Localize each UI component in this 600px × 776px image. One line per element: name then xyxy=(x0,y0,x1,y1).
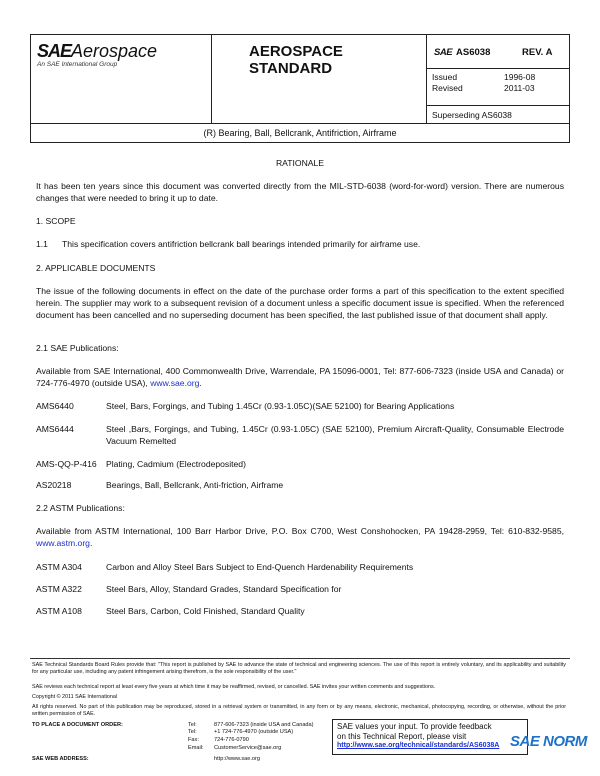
ref-desc-ams-qq-p-416: Plating, Cadmium (Electrodeposited) xyxy=(106,459,246,469)
doc-prefix: SAE xyxy=(434,47,453,58)
review-text: SAE reviews each technical report at least every five years at which time it may be reaffirmed, revised, or cancelled. SAE invites your written comments and suggestions. xyxy=(32,684,436,690)
tel-label: Tel: xyxy=(188,722,197,728)
sae-norm-watermark: SAE NORM xyxy=(510,733,587,750)
rationale-text: It has been ten years since this document was converted directly from the MIL-STD-6038 (word-for-word) version. There are numerous changes that were needed to bring it up to date. xyxy=(36,181,564,203)
ref-desc-astm-a322: Steel Bars, Alloy, Standard Grades, Standard Specification for xyxy=(106,584,342,594)
document-header xyxy=(30,34,570,124)
scope-para-number: 1.1 xyxy=(36,239,48,249)
ref-desc-ams6444: Steel ,Bars, Forgings, and Tubing, 1.45Cr (0.93-1.05C) (SAE 52100), Premium Aircraft-Quality, Consumable Electrode Vacuum Remelted xyxy=(106,424,564,446)
astm-website-link[interactable]: www.astm.org xyxy=(36,538,90,548)
astm-availability-text xyxy=(36,525,564,549)
copyright-text: Copyright © 2011 SAE International xyxy=(32,694,118,700)
fax-value: 724-776-0790 xyxy=(214,737,249,743)
tel2-value: +1 724-776-4970 (outside USA) xyxy=(214,729,294,735)
title-line-2: STANDARD xyxy=(249,60,333,77)
scope-para-text: This specification covers antifriction bellcrank ball bearings intended primarily for airframe use. xyxy=(62,239,421,249)
revised-value: 2011-03 xyxy=(504,83,535,93)
footer-divider xyxy=(30,658,570,659)
sae-publications-heading: 2.1 SAE Publications: xyxy=(36,343,119,353)
document-type-title xyxy=(249,43,343,77)
web-address-value[interactable]: http://www.sae.org xyxy=(214,756,261,762)
logo-cell xyxy=(31,35,212,124)
board-rules-text: SAE Technical Standards Board Rules provide that: "This report is published by SAE to advance the state of technical and engineering sciences. The use of this report is entirely voluntary, and its applicability and suitability for any particular use, including any patent infringement arising therefrom, is the sole responsibility of the user." xyxy=(32,662,566,675)
document-info-cell xyxy=(426,35,570,124)
email-value[interactable]: CustomerService@sae.org xyxy=(214,745,282,751)
ref-code-ams6444: AMS6444 xyxy=(36,424,74,434)
logo-brand: SAE xyxy=(37,41,72,61)
rights-text: All rights reserved. No part of this publication may be reproduced, stored in a retrieval system or transmitted, in any form or by any means, electronic, mechanical, photocopying, recording, or otherwise, without the prior written permission of SAE. xyxy=(32,704,566,717)
order-label: TO PLACE A DOCUMENT ORDER: xyxy=(32,722,123,728)
document-subject: (R) Bearing, Ball, Bellcrank, Antifriction, Airframe xyxy=(30,123,570,143)
sae-availability-end: . xyxy=(199,378,202,388)
fax-label: Fax: xyxy=(188,737,199,743)
doc-number-value: AS6038 xyxy=(456,47,491,58)
logo-subtitle: An SAE International Group xyxy=(37,61,118,68)
web-address-label: SAE WEB ADDRESS: xyxy=(32,756,89,762)
ref-code-as20218: AS20218 xyxy=(36,480,72,490)
title-cell xyxy=(211,35,427,124)
revision-label: REV. A xyxy=(522,47,553,58)
sae-availability-text xyxy=(36,365,564,389)
email-label: Email: xyxy=(188,745,204,751)
document-number-row xyxy=(426,35,570,69)
applicable-docs-heading: 2. APPLICABLE DOCUMENTS xyxy=(36,263,156,273)
ref-code-astm-a322: ASTM A322 xyxy=(36,584,82,594)
document-number xyxy=(434,47,490,58)
logo-product: Aerospace xyxy=(71,41,158,61)
applicable-docs-text: The issue of the following documents in effect on the date of the purchase order forms a part of this specification to the extent specified herein. The supplier may work to a subsequent revision of a document unless a specific document issue is specified. When the referenced document has been cancelled and no superseding document has been specified, the last published issue of that document shall apply. xyxy=(36,286,564,320)
ref-desc-ams6440: Steel, Bars, Forgings, and Tubing 1.45Cr (0.93-1.05C)(SAE 52100) for Bearing Applications xyxy=(106,401,455,411)
ref-code-ams-qq-p-416: AMS-QQ-P-416 xyxy=(36,459,97,469)
dates-block xyxy=(426,68,570,106)
tel-value: 877-606-7323 (inside USA and Canada) xyxy=(214,722,314,728)
astm-availability-body: Available from ASTM International, 100 Barr Harbor Drive, P.O. Box C700, West Conshohocken, PA 19428-2959, Tel: 610-832-9585, xyxy=(36,526,564,536)
title-line-1: AEROSPACE xyxy=(249,43,343,60)
ref-code-ams6440: AMS6440 xyxy=(36,401,74,411)
feedback-line-1: SAE values your input. To provide feedback xyxy=(337,722,492,731)
astm-publications-heading: 2.2 ASTM Publications: xyxy=(36,503,125,513)
astm-availability-end: . xyxy=(89,538,93,548)
sae-website-link[interactable]: www.sae.org xyxy=(150,378,200,388)
issued-value: 1996-08 xyxy=(504,72,536,82)
sae-availability-body: Available from SAE International, 400 Commonwealth Drive, Warrendale, PA 15096-0001, Tel: 877-606-7323 (inside USA and Canada) or 724-776-4970 (outside USA), xyxy=(36,366,564,388)
ref-desc-as20218: Bearings, Ball, Bellcrank, Anti-friction, Airframe xyxy=(106,480,284,490)
tel2-label: Tel: xyxy=(188,729,197,735)
rationale-heading: RATIONALE xyxy=(275,158,325,168)
revised-label: Revised xyxy=(432,83,463,93)
sae-aerospace-logo xyxy=(37,41,157,62)
superseding-note: Superseding AS6038 xyxy=(432,110,512,120)
ref-desc-astm-a108: Steel Bars, Carbon, Cold Finished, Standard Quality xyxy=(106,606,305,616)
ref-desc-astm-a304: Carbon and Alloy Steel Bars Subject to End-Quench Hardenability Requirements xyxy=(106,562,414,572)
feedback-link[interactable]: http://www.sae.org/technical/standards/AS6038A xyxy=(337,742,500,749)
issued-label: Issued xyxy=(432,72,458,82)
ref-code-astm-a304: ASTM A304 xyxy=(36,562,82,572)
scope-heading: 1. SCOPE xyxy=(36,216,76,226)
feedback-box xyxy=(332,719,528,755)
ref-code-astm-a108: ASTM A108 xyxy=(36,606,82,616)
feedback-line-2: on this Technical Report, please visit xyxy=(337,731,467,741)
